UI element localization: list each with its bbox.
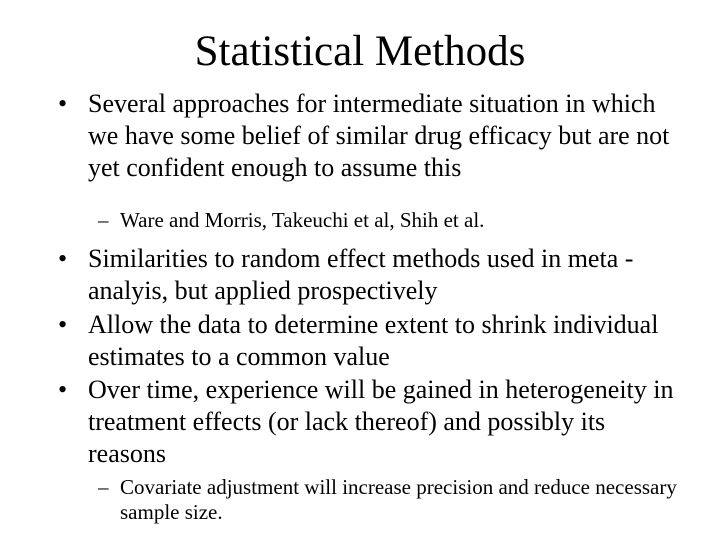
sub-bullet-marker: – bbox=[98, 475, 109, 499]
bullet-text: Allow the data to determine extent to shrink individual estimates to a common value bbox=[88, 310, 659, 371]
bullet-marker: • bbox=[58, 244, 68, 273]
bullet-text: Similarities to random effect methods used in meta -analyis, but applied prospectively bbox=[88, 244, 634, 305]
sub-bullet-marker: – bbox=[98, 208, 109, 232]
sub-bullet-text: Ware and Morris, Takeuchi et al, Shih et al. bbox=[120, 208, 485, 232]
bullet-marker: • bbox=[58, 375, 68, 404]
sub-bullet-text: Covariate adjustment will increase precision and reduce necessary sample size. bbox=[120, 475, 677, 524]
bullet-marker: • bbox=[58, 310, 68, 339]
bullet-text: Several approaches for intermediate situation in which we have some belief of similar drug efficacy but are not yet confident enough to assume this bbox=[88, 89, 670, 182]
slide-title: Statistical Methods bbox=[194, 28, 526, 75]
bullet-text: Over time, experience will be gained in heterogeneity in treatment effects (or lack thereof) and possibly its reasons bbox=[88, 375, 674, 468]
bullet-marker: • bbox=[58, 89, 68, 118]
